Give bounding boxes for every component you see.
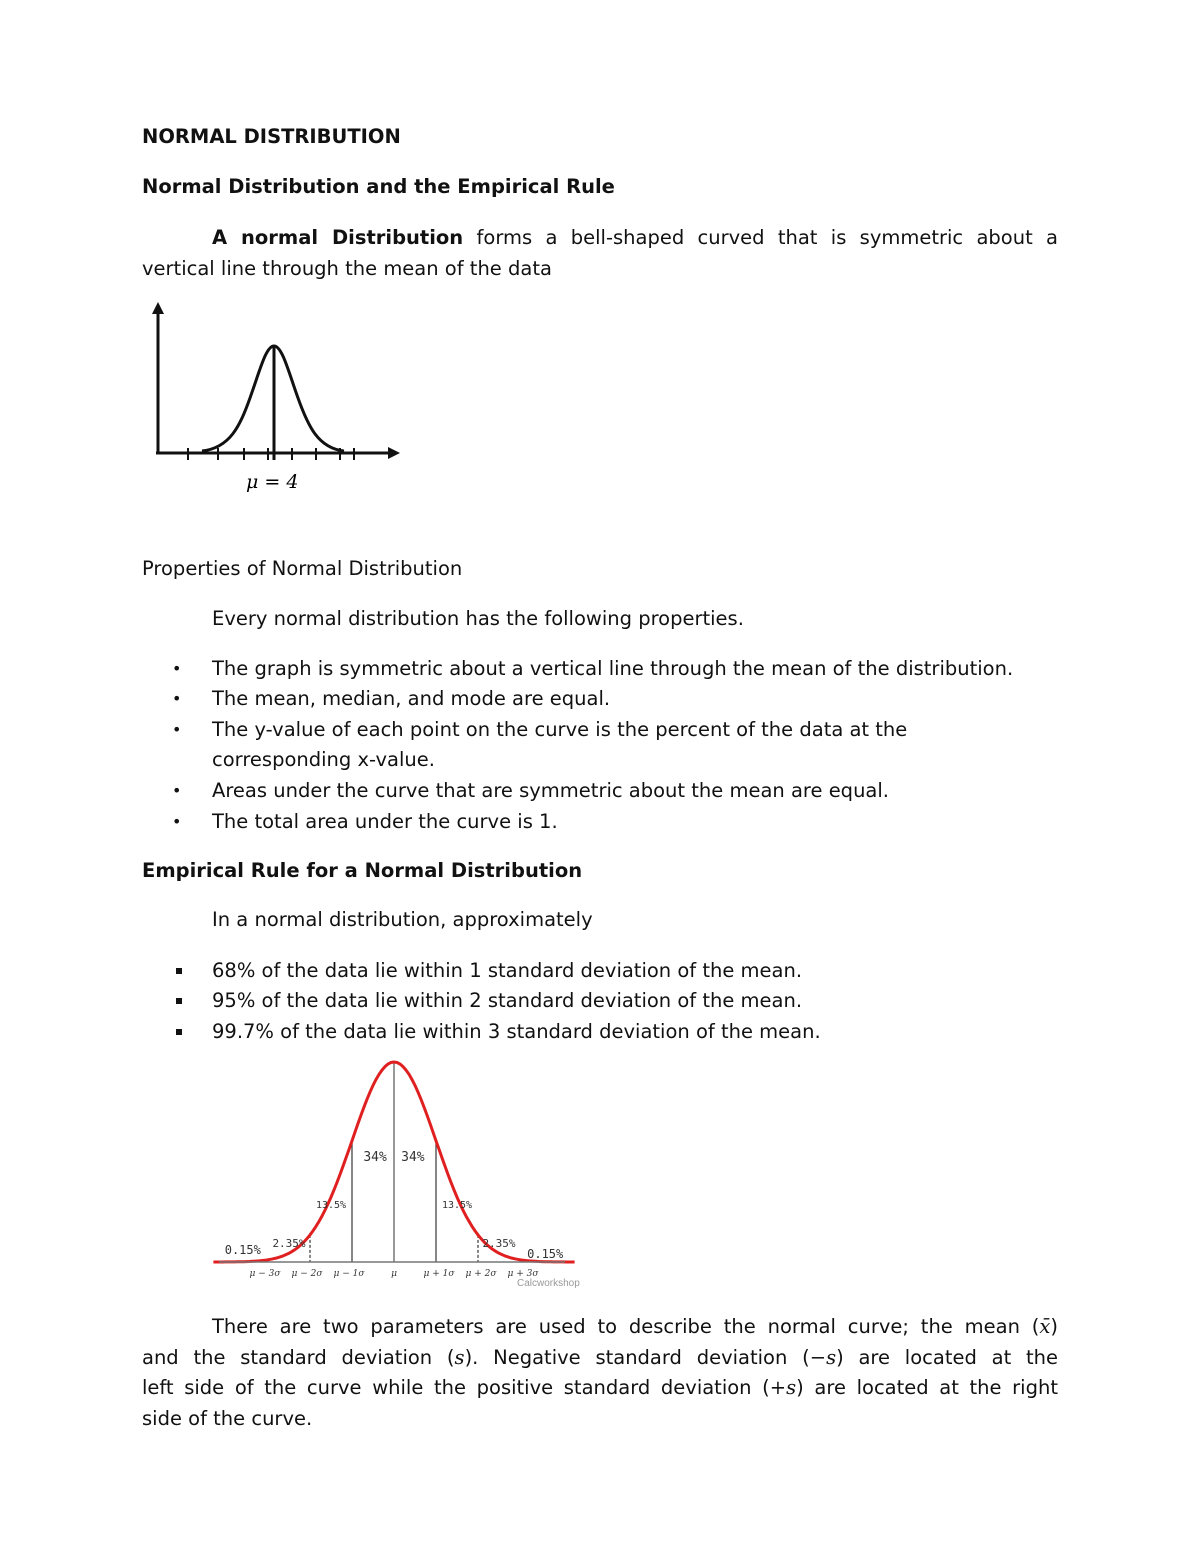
closing-l2a: and the standard deviation ( — [142, 1345, 455, 1369]
closing-l2c: ) are located at the — [836, 1345, 1058, 1369]
intro-paragraph — [142, 223, 1058, 284]
mean-symbol: x̄ — [1039, 1315, 1051, 1338]
x-tick-label: μ − 1σ — [333, 1269, 365, 1279]
square-bullet-icon — [176, 1029, 182, 1035]
property-item: The y-value of each point on the curve is the percent of the data at the — [212, 718, 908, 741]
intro-bold-lead: A normal Distribution — [212, 226, 464, 249]
property-item-continued: corresponding x-value. — [212, 748, 435, 771]
property-item: The mean, median, and mode are equal. — [212, 687, 611, 710]
chart-watermark: Calcworkshop — [517, 1278, 580, 1289]
bullet-icon: • — [172, 720, 182, 739]
x-tick-label: μ + 3σ — [507, 1269, 539, 1279]
neg-sd-symbol: −s — [809, 1345, 837, 1369]
region-percent-label: 13.5% — [441, 1200, 473, 1211]
page-title: NORMAL DISTRIBUTION — [142, 125, 401, 148]
bell-curve-figure — [140, 298, 410, 498]
empirical-item: 95% of the data lie within 2 standard deviation of the mean. — [212, 989, 803, 1012]
pos-sd-symbol: +s — [769, 1376, 797, 1399]
x-axis-arrow-icon — [388, 447, 400, 459]
intro-line1: forms a bell-shaped curved that is symmetric about a — [463, 226, 1058, 249]
square-bullet-icon — [176, 968, 182, 974]
y-axis-arrow-icon — [152, 302, 164, 314]
empirical-item: 99.7% of the data lie within 3 standard deviation of the mean. — [212, 1020, 821, 1043]
property-item: The graph is symmetric about a vertical line through the mean of the distribution. — [212, 657, 1014, 680]
closing-l4: side of the curve. — [142, 1406, 313, 1430]
x-tick-label: μ − 2σ — [291, 1269, 323, 1279]
empirical-title: Empirical Rule for a Normal Distribution — [142, 859, 583, 882]
bullet-icon: • — [172, 781, 182, 800]
x-tick-label: μ — [391, 1269, 397, 1279]
x-tick-label: μ − 3σ — [249, 1269, 281, 1279]
section-heading: Normal Distribution and the Empirical Rule — [142, 175, 615, 198]
closing-l1b: ) — [1050, 1315, 1058, 1338]
intro-line2: vertical line through the mean of the data — [142, 256, 552, 280]
x-tick-label: μ + 2σ — [465, 1269, 497, 1279]
mean-label: μ = 4 — [246, 471, 299, 493]
closing-paragraph — [142, 1312, 1058, 1434]
empirical-item: 68% of the data lie within 1 standard deviation of the mean. — [212, 959, 803, 982]
x-tick-label: μ + 1σ — [423, 1269, 455, 1279]
closing-l2b: ). Negative standard deviation ( — [464, 1345, 810, 1369]
bullet-icon: • — [172, 812, 182, 831]
region-percent-label: 34% — [363, 1150, 387, 1165]
bullet-icon: • — [172, 659, 182, 678]
region-percent-label: 34% — [401, 1150, 425, 1165]
square-bullet-icon — [176, 998, 182, 1004]
region-percent-label: 2.35% — [272, 1237, 306, 1250]
region-percent-label: 0.15% — [527, 1247, 564, 1261]
properties-title: Properties of Normal Distribution — [142, 557, 463, 580]
property-item: Areas under the curve that are symmetric about the mean are equal. — [212, 779, 889, 802]
region-percent-label: 2.35% — [482, 1237, 516, 1250]
sd-symbol: s — [454, 1345, 465, 1369]
region-percent-label: 13.5% — [315, 1200, 347, 1211]
empirical-lead: In a normal distribution, approximately — [212, 908, 593, 931]
closing-l3a: left side of the curve while the positive standard deviation ( — [142, 1376, 770, 1399]
closing-l3b: ) are located at the right — [796, 1376, 1058, 1399]
region-percent-label: 0.15% — [224, 1243, 261, 1257]
closing-l1a: There are two parameters are used to describe the normal curve; the mean ( — [212, 1315, 1040, 1338]
properties-lead: Every normal distribution has the following properties. — [212, 607, 744, 630]
property-item: The total area under the curve is 1. — [212, 810, 558, 833]
empirical-rule-chart — [215, 1056, 580, 1291]
bullet-icon: • — [172, 689, 182, 708]
